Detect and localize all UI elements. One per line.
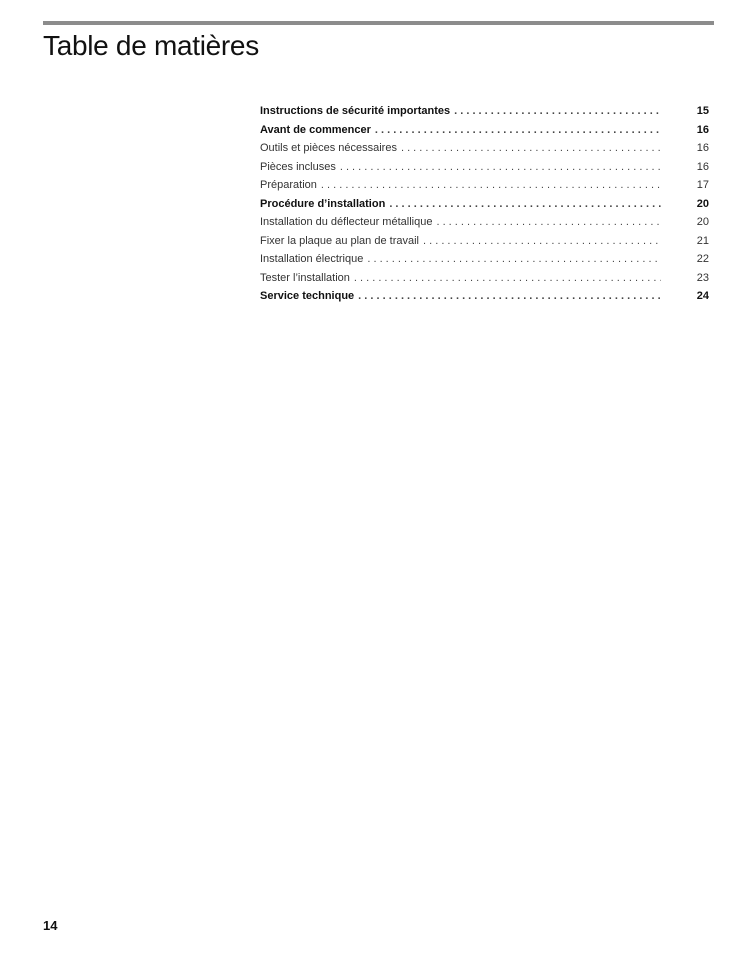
toc-entry[interactable] <box>260 195 709 214</box>
toc-entry-label: Procédure d’installation <box>260 197 386 210</box>
toc-entry[interactable] <box>260 176 709 195</box>
toc-entry-label: Installation électrique <box>260 253 364 265</box>
toc-entry[interactable] <box>260 121 709 140</box>
toc-entry[interactable] <box>260 102 709 121</box>
toc-entry-page: 17 <box>696 179 709 191</box>
toc-entry[interactable] <box>260 213 709 232</box>
toc-entry-page: 16 <box>696 142 709 154</box>
toc-entry-label: Fixer la plaque au plan de travail <box>260 234 419 247</box>
toc-dot-leader <box>436 213 661 232</box>
table-of-contents <box>260 102 709 306</box>
toc-entry-page: 20 <box>696 216 709 228</box>
toc-entry-page: 24 <box>696 290 709 302</box>
toc-dot-leader <box>401 139 661 158</box>
toc-entry[interactable] <box>260 232 709 251</box>
toc-entry-page: 16 <box>696 160 709 173</box>
toc-dot-leader <box>389 195 661 214</box>
toc-entry-page: 16 <box>696 123 709 136</box>
toc-dot-leader <box>358 287 661 306</box>
toc-entry-label: Outils et pièces nécessaires <box>260 142 397 154</box>
header-rule <box>43 21 714 25</box>
page-number: 14 <box>43 918 58 933</box>
toc-dot-leader <box>423 232 661 251</box>
toc-entry[interactable] <box>260 269 709 288</box>
toc-dot-leader <box>454 102 661 121</box>
toc-entry[interactable] <box>260 158 709 177</box>
toc-entry-label: Service technique <box>260 290 355 302</box>
toc-entry[interactable] <box>260 250 709 269</box>
toc-entry-label: Installation du déflecteur métallique <box>260 216 433 228</box>
toc-dot-leader <box>354 269 661 288</box>
toc-dot-leader <box>375 121 661 140</box>
toc-entry-page: 23 <box>696 271 709 284</box>
toc-entry-page: 22 <box>696 253 709 265</box>
toc-dot-leader <box>321 176 661 195</box>
toc-dot-leader <box>367 250 661 269</box>
toc-entry-label: Préparation <box>260 179 317 191</box>
toc-dot-leader <box>340 158 661 177</box>
toc-entry-page: 15 <box>696 105 709 117</box>
toc-entry-page: 21 <box>696 234 709 247</box>
toc-entry-label: Tester l’installation <box>260 271 350 284</box>
toc-entry-label: Avant de commencer <box>260 123 371 136</box>
toc-entry-label: Instructions de sécurité importantes <box>260 105 451 117</box>
toc-entry[interactable] <box>260 139 709 158</box>
toc-entry-label: Pièces incluses <box>260 160 336 173</box>
page-title: Table de matières <box>43 30 259 61</box>
toc-entry-page: 20 <box>696 197 709 210</box>
toc-entry[interactable] <box>260 287 709 306</box>
